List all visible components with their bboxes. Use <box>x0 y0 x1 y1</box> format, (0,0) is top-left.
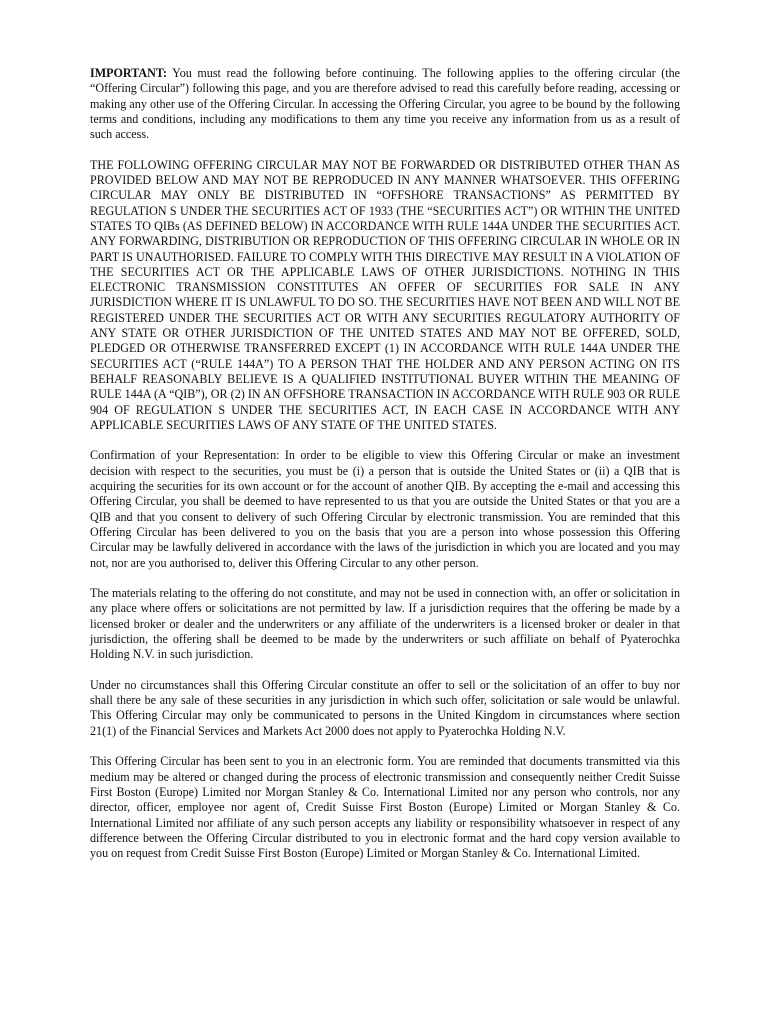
document-page <box>90 66 680 877</box>
no-offer-paragraph: Under no circumstances shall this Offering Circular constitute an offer to sell or the solicitation of an offer to buy nor shall there be any sale of these securities in any jurisdiction in which such offer, solicitation or sale would be unlawful. This Offering Circular may only be communicated to persons in the United Kingdom in circumstances where section 21(1) of the Financial Services and Markets Act 2000 does not apply to Pyaterochka Holding N.V. <box>90 677 680 738</box>
offering-materials-paragraph: The materials relating to the offering do not constitute, and may not be used in connection with, an offer or solicitation in any place where offers or solicitations are not permitted by law. If a jurisdiction requires that the offering be made by a licensed broker or dealer and the underwriters or any affiliate of the underwriters is a licensed broker or dealer in that jurisdiction, the offering shall be deemed to be made by the underwriters or such affiliate on behalf of Pyaterochka Holding N.V. in such jurisdiction. <box>90 586 680 662</box>
important-text: You must read the following before continuing. The following applies to the offering circular (the “Offering Circular”) following this page, and you are therefore advised to read this carefully before reading, accessing or making any other use of the Offering Circular. In accessing the Offering Circular, you agree to be bound by the following terms and conditions, including any modifications to them any time you receive any information from us as a result of such access. <box>90 66 680 142</box>
electronic-form-paragraph: This Offering Circular has been sent to you in an electronic form. You are reminded that documents transmitted via this medium may be altered or changed during the process of electronic transmission and consequently neither Credit Suisse First Boston (Europe) Limited nor Morgan Stanley & Co. International Limited nor any person who controls, nor any director, officer, employee nor agent of, Credit Suisse First Boston (Europe) Limited or Morgan Stanley & Co. International Limited nor affiliate of any such person accepts any liability or responsibility whatsoever in respect of any difference between the Offering Circular distributed to you in electronic format and the hard copy version available to you on request from Credit Suisse First Boston (Europe) Limited or Morgan Stanley & Co. International Limited. <box>90 754 680 861</box>
distribution-restriction-paragraph: THE FOLLOWING OFFERING CIRCULAR MAY NOT BE FORWARDED OR DISTRIBUTED OTHER THAN AS PROVIDED BELOW AND MAY NOT BE REPRODUCED IN ANY MANNER WHATSOEVER. THIS OFFERING CIRCULAR MAY ONLY BE DISTRIBUTED IN “OFFSHORE TRANSACTIONS” AS PERMITTED BY REGULATION S UNDER THE SECURITIES ACT OF 1933 (THE “SECURITIES ACT”) OR WITHIN THE UNITED STATES TO QIBs (AS DEFINED BELOW) IN ACCORDANCE WITH RULE 144A UNDER THE SECURITIES ACT. ANY FORWARDING, DISTRIBUTION OR REPRODUCTION OF THIS OFFERING CIRCULAR IN WHOLE OR IN PART IS UNAUTHORISED. FAILURE TO COMPLY WITH THIS DIRECTIVE MAY RESULT IN A VIOLATION OF THE SECURITIES ACT OR THE APPLICABLE LAWS OF OTHER JURISDICTIONS. NOTHING IN THIS ELECTRONIC TRANSMISSION CONSTITUTES AN OFFER OF SECURITIES FOR SALE IN ANY JURISDICTION WHERE IT IS UNLAWFUL TO DO SO. THE SECURITIES HAVE NOT BEEN AND WILL NOT BE REGISTERED UNDER THE SECURITIES ACT OR WITH ANY SECURITIES REGULATORY AUTHORITY OF ANY STATE OR OTHER JURISDICTION OF THE UNITED STATES AND MAY NOT BE OFFERED, SOLD, PLEDGED OR OTHERWISE TRANSFERRED EXCEPT (1) IN ACCORDANCE WITH RULE 144A UNDER THE SECURITIES ACT (“RULE 144A”) TO A PERSON THAT THE HOLDER AND ANY PERSON ACTING ON ITS BEHALF REASONABLY BELIEVE IS A QUALIFIED INSTITUTIONAL BUYER WITHIN THE MEANING OF RULE 144A (A “QIB”), OR (2) IN AN OFFSHORE TRANSACTION IN ACCORDANCE WITH RULE 903 OR RULE 904 OF REGULATION S UNDER THE SECURITIES ACT, IN EACH CASE IN ACCORDANCE WITH ANY APPLICABLE SECURITIES LAWS OF ANY STATE OF THE UNITED STATES. <box>90 157 680 432</box>
important-label: IMPORTANT: <box>90 66 168 80</box>
representation-confirmation-paragraph: Confirmation of your Representation: In order to be eligible to view this Offering Circular or make an investment decision with respect to the securities, you must be (i) a person that is outside the United States or (ii) a QIB that is acquiring the securities for its own account or for the account of another QIB. By accepting the e-mail and accessing this Offering Circular, you shall be deemed to have represented to us that you are outside the United States or that you are a QIB and that you consent to delivery of such Offering Circular by electronic transmission. You are reminded that this Offering Circular has been delivered to you on the basis that you are a person into whose possession this Offering Circular may be lawfully delivered in accordance with the laws of the jurisdiction in which you are located and you may not, nor are you authorised to, deliver this Offering Circular to any other person. <box>90 448 680 570</box>
important-paragraph <box>90 66 680 142</box>
